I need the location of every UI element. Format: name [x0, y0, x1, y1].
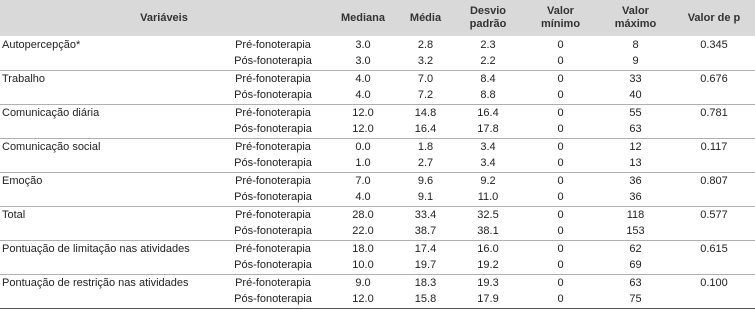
header-median: Mediana: [340, 11, 385, 24]
pvalue-cell: [673, 53, 755, 70]
median-cell: 10.0: [352, 259, 374, 272]
sd-cell: 19.3: [453, 274, 523, 291]
mean-cell: 9.1: [417, 191, 434, 204]
group-cell: Pré-fonoterapia: [218, 70, 328, 87]
sd-cell: 2.2: [480, 55, 496, 68]
variable-cell: [0, 53, 218, 70]
variable-cell: Trabalho: [0, 70, 218, 87]
variable-cell: Pontuação de restrição nas atividades: [0, 274, 218, 291]
median-cell: 4.0: [328, 70, 398, 87]
variable-cell: Comunicação social: [0, 138, 218, 155]
min-cell: 0: [557, 225, 564, 238]
header-mean: Média: [409, 11, 442, 24]
max-cell: 118: [598, 206, 673, 223]
group-cell: Pré-fonoterapia: [218, 206, 328, 223]
pvalue-cell: 0.781: [673, 104, 755, 121]
group-cell: Pré-fonoterapia: [218, 274, 328, 291]
sd-cell: 16.4: [453, 104, 523, 121]
median-cell: 3.0: [355, 38, 371, 51]
header-min-line1: Valor: [547, 5, 574, 17]
mean-cell: 2.8: [417, 38, 434, 51]
max-cell: 12: [598, 138, 673, 155]
max-cell: 153: [626, 225, 645, 238]
header-max-line1: Valor: [622, 5, 649, 17]
variable-cell: [0, 223, 218, 240]
group-cell: Pós-fonoterapia: [234, 55, 312, 68]
sd-cell: 38.1: [477, 225, 499, 238]
table-row: [0, 257, 755, 274]
sd-cell: 17.8: [477, 123, 499, 136]
min-cell: 0: [557, 123, 564, 136]
table-row: [0, 206, 755, 223]
mean-cell: 7.0: [398, 70, 453, 87]
min-cell: 0: [523, 138, 598, 155]
header-min-line2: mínimo: [540, 18, 581, 30]
pvalue-cell: [673, 87, 755, 104]
table-row: [0, 104, 755, 121]
header-row: [0, 0, 755, 36]
sd-cell: 16.0: [453, 240, 523, 257]
max-cell: 55: [598, 104, 673, 121]
sd-cell: 11.0: [477, 191, 499, 204]
max-cell: 75: [598, 291, 673, 308]
pvalue-cell: [673, 189, 755, 206]
median-cell: 12.0: [328, 104, 398, 121]
group-cell: Pré-fonoterapia: [218, 138, 328, 155]
pvalue-cell: [673, 257, 755, 274]
mean-cell: 16.4: [414, 123, 437, 136]
median-cell: 3.0: [355, 55, 371, 68]
sd-cell: 3.4: [480, 157, 496, 170]
median-cell: 1.0: [355, 157, 371, 170]
pvalue-cell: 0.345: [700, 38, 728, 51]
header-sd: [453, 0, 523, 36]
variable-cell: Emoção: [0, 172, 218, 189]
group-cell: Pré-fonoterapia: [218, 172, 328, 189]
pvalue-cell: [673, 121, 755, 138]
table-row: [0, 291, 755, 308]
header-variables: Variáveis: [140, 11, 188, 24]
table-row: [0, 274, 755, 291]
mean-cell: 3.2: [417, 55, 434, 68]
max-cell: 40: [629, 89, 642, 102]
header-max-line2: máximo: [614, 18, 657, 30]
min-cell: 0: [557, 55, 564, 68]
max-cell: 69: [629, 259, 642, 272]
pvalue-cell: 0.676: [673, 70, 755, 87]
max-cell: 36: [598, 172, 673, 189]
variable-cell: [0, 155, 218, 172]
sd-cell: 3.4: [453, 138, 523, 155]
min-cell: 0: [523, 240, 598, 257]
header-sd-line1: Desvio: [469, 5, 507, 17]
pvalue-cell: [673, 291, 755, 308]
group-cell: Pré-fonoterapia: [218, 104, 328, 121]
header-sd-line2: padrão: [469, 18, 507, 30]
max-cell: 63: [598, 274, 673, 291]
header-pvalue: Valor de p: [687, 11, 741, 24]
sd-cell: 19.2: [477, 259, 499, 272]
max-cell: 8: [632, 38, 639, 51]
median-cell: 12.0: [352, 123, 374, 136]
max-cell: 9: [632, 55, 639, 68]
mean-cell: 9.6: [398, 172, 453, 189]
mean-cell: 38.7: [414, 225, 437, 238]
table-row: [0, 121, 755, 138]
max-cell: 36: [629, 191, 642, 204]
table-row: [0, 223, 755, 240]
min-cell: 0: [523, 274, 598, 291]
variable-cell: Pontuação de limitação nas atividades: [0, 240, 218, 257]
min-cell: 0: [557, 259, 564, 272]
mean-cell: 33.4: [398, 206, 453, 223]
pvalue-cell: 0.100: [673, 274, 755, 291]
variable-cell: Comunicação diária: [0, 104, 218, 121]
group-cell: Pós-fonoterapia: [234, 123, 312, 136]
min-cell: 0: [523, 206, 598, 223]
variable-cell: [0, 121, 218, 138]
median-cell: 18.0: [328, 240, 398, 257]
header-min: [523, 0, 598, 36]
table-row: [0, 138, 755, 155]
median-cell: 28.0: [328, 206, 398, 223]
min-cell: 0: [523, 104, 598, 121]
table-row: [0, 189, 755, 206]
variable-cell: [0, 291, 218, 308]
pvalue-cell: 0.117: [673, 138, 755, 155]
header-max: [598, 0, 673, 36]
table-row: [0, 36, 755, 53]
sd-cell: 8.8: [480, 89, 496, 102]
group-cell: Pré-fonoterapia: [235, 38, 311, 51]
min-cell: 0: [523, 70, 598, 87]
sd-cell: 8.4: [453, 70, 523, 87]
mean-cell: 14.8: [398, 104, 453, 121]
table-header: [0, 0, 755, 36]
max-cell: 33: [598, 70, 673, 87]
min-cell: 0: [557, 157, 564, 170]
group-cell: Pós-fonoterapia: [234, 259, 312, 272]
table-row: [0, 87, 755, 104]
median-cell: 4.0: [355, 89, 371, 102]
group-cell: Pré-fonoterapia: [218, 240, 328, 257]
table-row: [0, 155, 755, 172]
group-cell: Pós-fonoterapia: [218, 291, 328, 308]
table-row: [0, 70, 755, 87]
pvalue-cell: 0.577: [673, 206, 755, 223]
pvalue-cell: [673, 155, 755, 172]
mean-cell: 2.7: [417, 157, 434, 170]
pvalue-cell: 0.615: [673, 240, 755, 257]
pvalue-cell: [673, 223, 755, 240]
group-cell: Pós-fonoterapia: [234, 225, 312, 238]
mean-cell: 1.8: [398, 138, 453, 155]
pvalue-cell: 0.807: [673, 172, 755, 189]
variable-cell: [0, 87, 218, 104]
mean-cell: 19.7: [414, 259, 437, 272]
mean-cell: 17.4: [398, 240, 453, 257]
mean-cell: 7.2: [417, 89, 434, 102]
sd-cell: 17.9: [453, 291, 523, 308]
table-row: [0, 53, 755, 70]
max-cell: 62: [598, 240, 673, 257]
min-cell: 0: [557, 89, 564, 102]
min-cell: 0: [523, 291, 598, 308]
sd-cell: 9.2: [453, 172, 523, 189]
max-cell: 13: [629, 157, 642, 170]
group-cell: Pós-fonoterapia: [234, 191, 312, 204]
median-cell: 12.0: [328, 291, 398, 308]
min-cell: 0: [557, 38, 564, 51]
variable-cell: [0, 189, 218, 206]
max-cell: 63: [629, 123, 642, 136]
variable-cell: [0, 257, 218, 274]
group-cell: Pós-fonoterapia: [234, 157, 312, 170]
mean-cell: 18.3: [398, 274, 453, 291]
median-cell: 0.0: [328, 138, 398, 155]
mean-cell: 15.8: [398, 291, 453, 308]
min-cell: 0: [523, 172, 598, 189]
min-cell: 0: [557, 191, 564, 204]
sd-cell: 32.5: [453, 206, 523, 223]
variable-cell: Autopercepção*: [2, 38, 81, 51]
median-cell: 22.0: [352, 225, 374, 238]
median-cell: 9.0: [328, 274, 398, 291]
variable-cell: Total: [0, 206, 218, 223]
table-row: [0, 240, 755, 257]
sd-cell: 2.3: [480, 38, 496, 51]
median-cell: 4.0: [355, 191, 371, 204]
median-cell: 7.0: [328, 172, 398, 189]
group-cell: Pós-fonoterapia: [234, 89, 312, 102]
table-body: [0, 36, 755, 308]
table-row: [0, 172, 755, 189]
